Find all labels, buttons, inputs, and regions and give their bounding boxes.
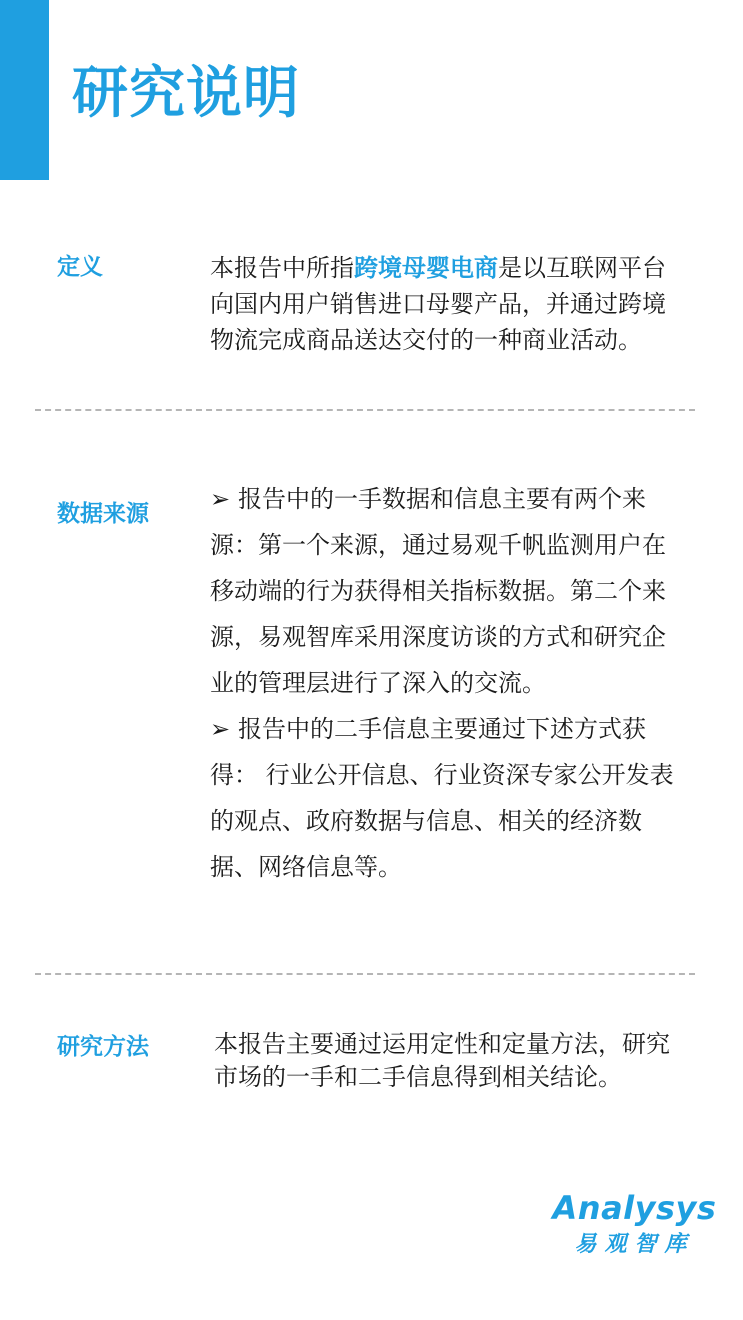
logo-name-en: Analysys — [552, 1189, 717, 1227]
method-text: 本报告主要通过运用定性和定量方法，研究市场的一手和二手信息得到相关结论。 — [214, 1030, 670, 1091]
definition-highlight: 跨境母婴电商 — [354, 254, 498, 282]
data-source-text — [210, 476, 680, 890]
section-divider — [35, 973, 695, 975]
definition-text-before: 本报告中所指 — [210, 254, 354, 282]
arrow-bullet-icon: ➢ — [210, 715, 231, 743]
page-title: 研究说明 — [72, 61, 300, 126]
definition-text-after: 是以互联网平台向国内用户销售进口母婴产品，并通过跨境物流完成商品送达交付的一种商业活动。 — [210, 254, 666, 354]
header-accent-bar — [0, 0, 49, 180]
logo-name-cn: 易观智库 — [574, 1232, 695, 1257]
data-source-bullet-1-text: 报告中的一手数据和信息主要有两个来源：第一个来源，通过易观千帆监测用户在移动端的行为获得相关指标数据。第二个来源，易观智库采用深度访谈的方式和研究企业的管理层进行了深入的交流。 — [210, 485, 666, 697]
data-source-bullet-2 — [210, 706, 680, 890]
arrow-bullet-icon: ➢ — [210, 485, 231, 513]
analysys-logo — [542, 1188, 727, 1268]
data-source-bullet-2-text: 报告中的二手信息主要通过下述方式获得： 行业公开信息、行业资深专家公开发表的观点、政府数据与信息、相关的经济数据、网络信息等。 — [210, 715, 674, 881]
section-divider — [35, 409, 695, 411]
definition-text — [210, 250, 680, 358]
data-source-label: 数据来源 — [57, 501, 149, 527]
data-source-bullet-1 — [210, 476, 680, 706]
definition-label: 定义 — [57, 254, 103, 280]
method-label: 研究方法 — [57, 1034, 149, 1060]
